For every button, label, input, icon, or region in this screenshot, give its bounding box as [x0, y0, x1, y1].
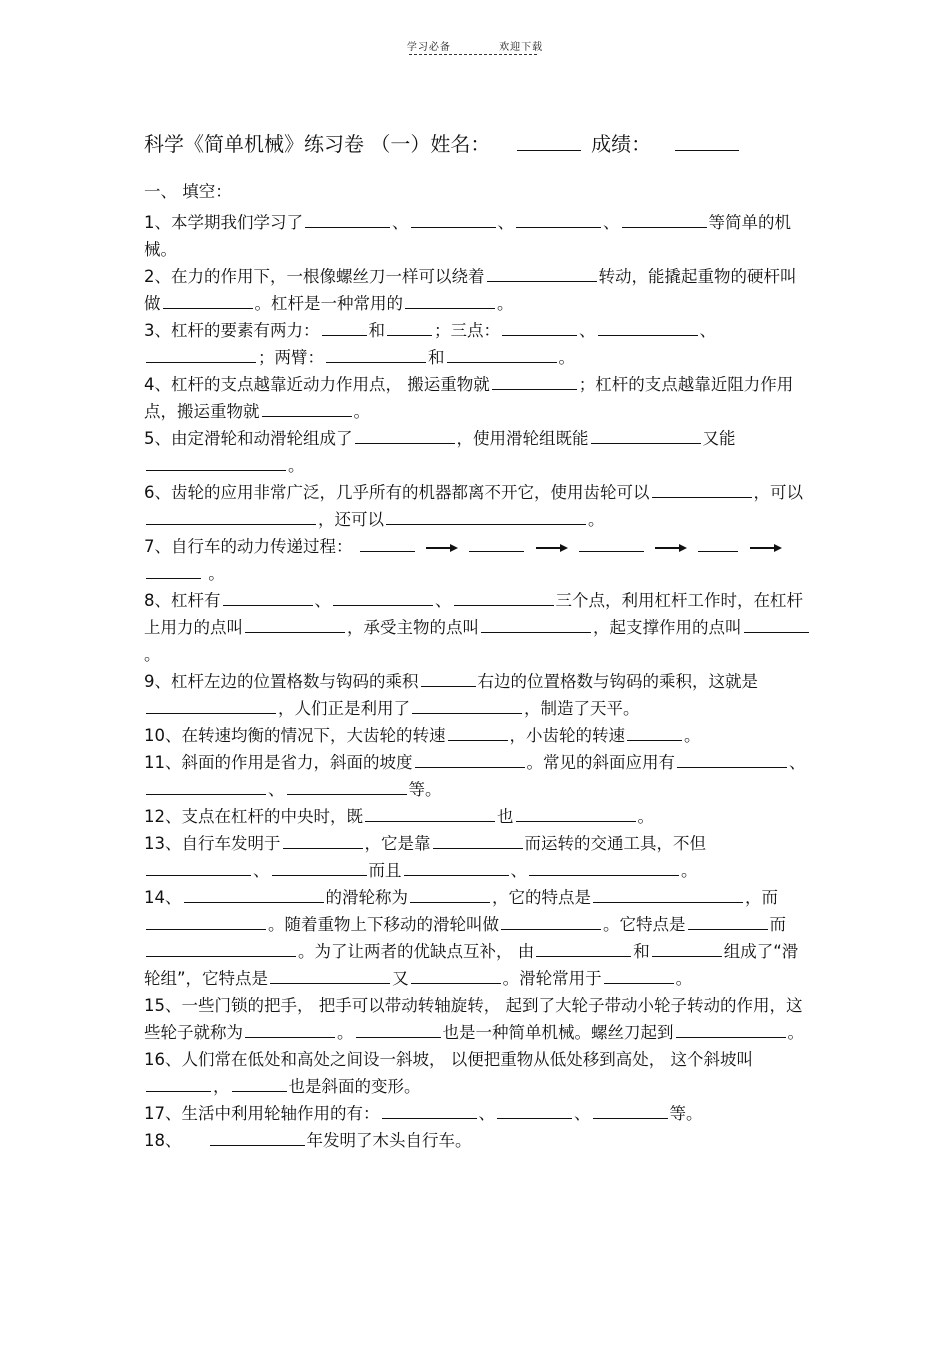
- arrow-icon: [750, 543, 782, 553]
- answer-blank[interactable]: [744, 618, 809, 633]
- answer-blank[interactable]: [333, 591, 433, 606]
- question-18: 18、 年发明了木头自行车。: [144, 1131, 472, 1150]
- question-1: 1、本学期我们学习了 、 、 、 等简单的机械。: [144, 213, 791, 259]
- answer-blank[interactable]: [245, 1023, 335, 1038]
- answer-blank[interactable]: [579, 537, 644, 552]
- answer-blank[interactable]: [591, 429, 701, 444]
- header-left: 学习必备: [406, 42, 451, 53]
- answer-blank[interactable]: [360, 537, 415, 552]
- answer-blank[interactable]: [677, 753, 787, 768]
- name-blank[interactable]: [517, 134, 581, 151]
- answer-blank[interactable]: [411, 969, 501, 984]
- answer-blank[interactable]: [421, 672, 476, 687]
- worksheet-body: [144, 178, 812, 1154]
- answer-blank[interactable]: [287, 780, 407, 795]
- answer-blank[interactable]: [404, 861, 509, 876]
- answer-blank[interactable]: [627, 726, 682, 741]
- answer-blank[interactable]: [676, 1023, 786, 1038]
- arrow-icon: [536, 543, 568, 553]
- question-7: 7、自行车的动力传递过程： 。: [144, 533, 812, 587]
- answer-blank[interactable]: [447, 348, 557, 363]
- answer-blank[interactable]: [412, 699, 522, 714]
- answer-blank[interactable]: [163, 294, 253, 309]
- answer-blank[interactable]: [688, 915, 768, 930]
- answer-blank[interactable]: [146, 861, 251, 876]
- answer-blank[interactable]: [448, 726, 508, 741]
- section-heading: 一、 填空：: [144, 182, 232, 201]
- page-header: [0, 38, 950, 53]
- question-10: 10、在转速均衡的情况下，大齿轮的转速 ，小齿轮的转速 。: [144, 726, 701, 745]
- answer-blank[interactable]: [184, 888, 324, 903]
- answer-blank[interactable]: [593, 1104, 668, 1119]
- question-12: 12、支点在杠杆的中央时，既 也 。: [144, 807, 654, 826]
- answer-blank[interactable]: [355, 429, 455, 444]
- answer-blank[interactable]: [604, 969, 674, 984]
- question-11: 11、斜面的作用是省力，斜面的坡度 。常见的斜面应用有 、、 等。: [144, 753, 806, 799]
- answer-blank[interactable]: [146, 1077, 211, 1092]
- answer-blank[interactable]: [272, 861, 367, 876]
- answer-blank[interactable]: [698, 537, 738, 552]
- answer-blank[interactable]: [593, 888, 743, 903]
- answer-blank[interactable]: [415, 753, 525, 768]
- answer-blank[interactable]: [502, 321, 577, 336]
- answer-blank[interactable]: [146, 699, 276, 714]
- header-right: 欢迎下载: [499, 42, 544, 53]
- answer-blank[interactable]: [516, 213, 601, 228]
- answer-blank[interactable]: [146, 510, 316, 525]
- question-5: 5、由定滑轮和动滑轮组成了 ，使用滑轮组既能 又能。: [144, 429, 736, 475]
- arrow-icon: [426, 543, 458, 553]
- answer-blank[interactable]: [433, 834, 523, 849]
- answer-blank[interactable]: [146, 942, 296, 957]
- answer-blank[interactable]: [326, 348, 426, 363]
- question-8: 8、杠杆有 、 、 三个点，利用杠杆工作时，在杠杆上用力的点叫 ，承受主物的点叫 ，起支撑作用的点叫。: [144, 587, 812, 668]
- question-6: 6、齿轮的应用非常广泛，几乎所有的机器都离不开它，使用齿轮可以 ，可以，还可以 。: [144, 483, 803, 529]
- score-blank[interactable]: [675, 134, 739, 151]
- answer-blank[interactable]: [501, 915, 601, 930]
- answer-blank[interactable]: [146, 564, 201, 579]
- answer-blank[interactable]: [322, 321, 367, 336]
- answer-blank[interactable]: [492, 375, 577, 390]
- question-3: 3、杠杆的要素有两力： 和 ；三点： 、 、；两臂： 和 。: [144, 321, 716, 367]
- answer-blank[interactable]: [529, 861, 679, 876]
- question-14: 14、 的滑轮称为 ，它的特点是 ，而。随着重物上下移动的滑轮叫做 。它特点是 而。为了让两者的优缺点互补， 由 和 组成了“滑轮组”，它特点是 又 。滑轮常用于 。: [144, 888, 799, 988]
- answer-blank[interactable]: [305, 213, 390, 228]
- answer-blank[interactable]: [652, 942, 722, 957]
- question-13: 13、自行车发明于 ，它是靠 而运转的交通工具，不但、 而且 、 。: [144, 834, 706, 880]
- answer-blank[interactable]: [283, 834, 363, 849]
- answer-blank[interactable]: [487, 267, 597, 282]
- answer-blank[interactable]: [516, 807, 636, 822]
- header-divider: [409, 54, 537, 55]
- answer-blank[interactable]: [387, 321, 432, 336]
- answer-blank[interactable]: [365, 807, 495, 822]
- answer-blank[interactable]: [146, 780, 266, 795]
- answer-blank[interactable]: [454, 591, 554, 606]
- answer-blank[interactable]: [497, 1104, 572, 1119]
- answer-blank[interactable]: [410, 888, 490, 903]
- answer-blank[interactable]: [622, 213, 707, 228]
- answer-blank[interactable]: [386, 510, 586, 525]
- answer-blank[interactable]: [245, 618, 345, 633]
- question-2: 2、在力的作用下，一根像螺丝刀一样可以绕着 转动，能撬起重物的硬杆叫做 。杠杆是一种常用的 。: [144, 267, 797, 313]
- answer-blank[interactable]: [411, 213, 496, 228]
- answer-blank[interactable]: [405, 294, 495, 309]
- answer-blank[interactable]: [210, 1131, 305, 1146]
- answer-blank[interactable]: [652, 483, 752, 498]
- answer-blank[interactable]: [146, 456, 286, 471]
- answer-blank[interactable]: [598, 321, 698, 336]
- worksheet-title: 科学《简单机械》练习卷 （一）姓名： 成绩：: [144, 128, 739, 157]
- answer-blank[interactable]: [146, 915, 266, 930]
- question-17: 17、生活中利用轮轴作用的有： 、 、 等。: [144, 1104, 703, 1123]
- answer-blank[interactable]: [481, 618, 591, 633]
- answer-blank[interactable]: [223, 591, 313, 606]
- question-15: 15、一些门锁的把手， 把手可以带动转轴旋转， 起到了大轮子带动小轮子转动的作用，这些轮子就称为 。 也是一种简单机械。螺丝刀起到 。: [144, 996, 804, 1042]
- arrow-icon: [655, 543, 687, 553]
- question-9: 9、杠杆左边的位置格数与钩码的乘积 右边的位置格数与钩码的乘积，这就是，人们正是利用了 ，制造了天平。: [144, 672, 758, 718]
- answer-blank[interactable]: [262, 402, 352, 417]
- answer-blank[interactable]: [469, 537, 524, 552]
- answer-blank[interactable]: [356, 1023, 441, 1038]
- answer-blank[interactable]: [232, 1077, 287, 1092]
- answer-blank[interactable]: [146, 348, 256, 363]
- answer-blank[interactable]: [270, 969, 390, 984]
- answer-blank[interactable]: [382, 1104, 477, 1119]
- question-4: 4、杠杆的支点越靠近动力作用点， 搬运重物就 ；杠杆的支点越靠近阻力作用点，搬运重物就 。: [144, 375, 794, 421]
- answer-blank[interactable]: [536, 942, 631, 957]
- question-16: 16、人们常在低处和高处之间设一斜坡， 以便把重物从低处移到高处， 这个斜坡叫， 也是斜面的变形。: [144, 1050, 753, 1096]
